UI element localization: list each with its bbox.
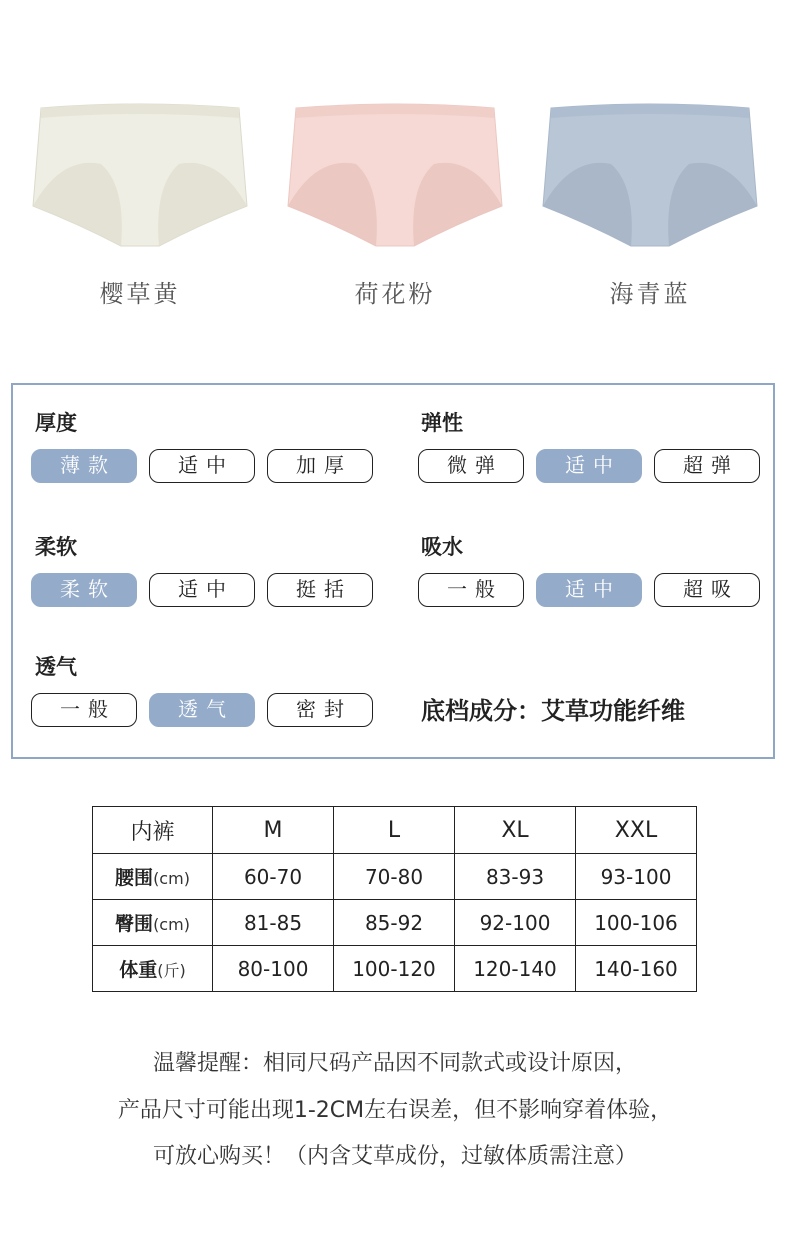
absorbency-option-super[interactable]: 超吸 xyxy=(654,573,760,607)
table-row xyxy=(93,854,697,900)
row-label xyxy=(93,946,213,992)
table-cell: 92-100 xyxy=(455,900,576,946)
table-cell: 100-106 xyxy=(576,900,697,946)
reminder-line-3: 可放心购买！（内含艾草成份，过敏体质需注意） xyxy=(152,1144,637,1169)
material-composition: 底档成分：艾草功能纤维 xyxy=(421,697,685,725)
table-cell: 81-85 xyxy=(213,900,334,946)
breathability-option-normal[interactable]: 一般 xyxy=(31,693,137,727)
softness-title: 柔软 xyxy=(35,535,77,559)
absorbency-option-normal[interactable]: 一般 xyxy=(418,573,524,607)
row-unit: (cm) xyxy=(153,915,190,934)
panty-image xyxy=(541,96,759,256)
table-row xyxy=(93,946,697,992)
row-label xyxy=(93,900,213,946)
row-label-text: 臀围 xyxy=(115,913,154,935)
table-cell: 70-80 xyxy=(334,854,455,900)
row-unit: (cm) xyxy=(153,869,190,888)
table-cell: 60-70 xyxy=(213,854,334,900)
table-cell: 140-160 xyxy=(576,946,697,992)
absorbency-option-medium[interactable]: 适中 xyxy=(536,573,642,607)
softness-option-soft[interactable]: 柔软 xyxy=(31,573,137,607)
table-cell: 85-92 xyxy=(334,900,455,946)
row-label-text: 体重 xyxy=(119,959,158,981)
breathability-title: 透气 xyxy=(35,655,77,679)
thickness-option-thin[interactable]: 薄款 xyxy=(31,449,137,483)
header-cell: XL xyxy=(455,807,576,854)
table-cell: 83-93 xyxy=(455,854,576,900)
size-table-header xyxy=(93,807,697,854)
product-card-2[interactable] xyxy=(541,96,759,309)
elasticity-option-slight[interactable]: 微弹 xyxy=(418,449,524,483)
product-color-name: 海青蓝 xyxy=(609,280,691,308)
thickness-option-medium[interactable]: 适中 xyxy=(149,449,255,483)
panty-image xyxy=(286,96,504,256)
reminder-line-1: 温馨提醒：相同尺码产品因不同款式或设计原因， xyxy=(152,1051,637,1076)
table-row xyxy=(93,900,697,946)
product-color-name: 樱草黄 xyxy=(99,280,181,308)
product-color-name: 荷花粉 xyxy=(354,280,436,308)
header-cell: L xyxy=(334,807,455,854)
table-cell: 120-140 xyxy=(455,946,576,992)
header-cell: XXL xyxy=(576,807,697,854)
thickness-title: 厚度 xyxy=(35,411,77,435)
row-label xyxy=(93,854,213,900)
thickness-option-thick[interactable]: 加厚 xyxy=(267,449,373,483)
product-card-1[interactable] xyxy=(286,96,504,309)
elasticity-title: 弹性 xyxy=(421,411,463,435)
elasticity-option-medium[interactable]: 适中 xyxy=(536,449,642,483)
panty-image xyxy=(31,96,249,256)
product-colors xyxy=(0,0,790,340)
row-unit: (斤) xyxy=(157,961,186,980)
reminder-line-2: 产品尺寸可能出现1-2CM左右误差，但不影响穿着体验， xyxy=(117,1098,673,1123)
table-cell: 93-100 xyxy=(576,854,697,900)
size-table xyxy=(92,806,697,992)
elasticity-option-super[interactable]: 超弹 xyxy=(654,449,760,483)
product-card-0[interactable] xyxy=(31,96,249,309)
breathability-option-sealed[interactable]: 密封 xyxy=(267,693,373,727)
breathability-option-breathable[interactable]: 透气 xyxy=(149,693,255,727)
softness-option-stiff[interactable]: 挺括 xyxy=(267,573,373,607)
attribute-panel xyxy=(11,383,775,759)
table-cell: 100-120 xyxy=(334,946,455,992)
absorbency-title: 吸水 xyxy=(421,535,463,559)
header-cell: M xyxy=(213,807,334,854)
softness-option-medium[interactable]: 适中 xyxy=(149,573,255,607)
table-cell: 80-100 xyxy=(213,946,334,992)
header-cell: 内裤 xyxy=(93,807,213,854)
row-label-text: 腰围 xyxy=(115,867,154,889)
